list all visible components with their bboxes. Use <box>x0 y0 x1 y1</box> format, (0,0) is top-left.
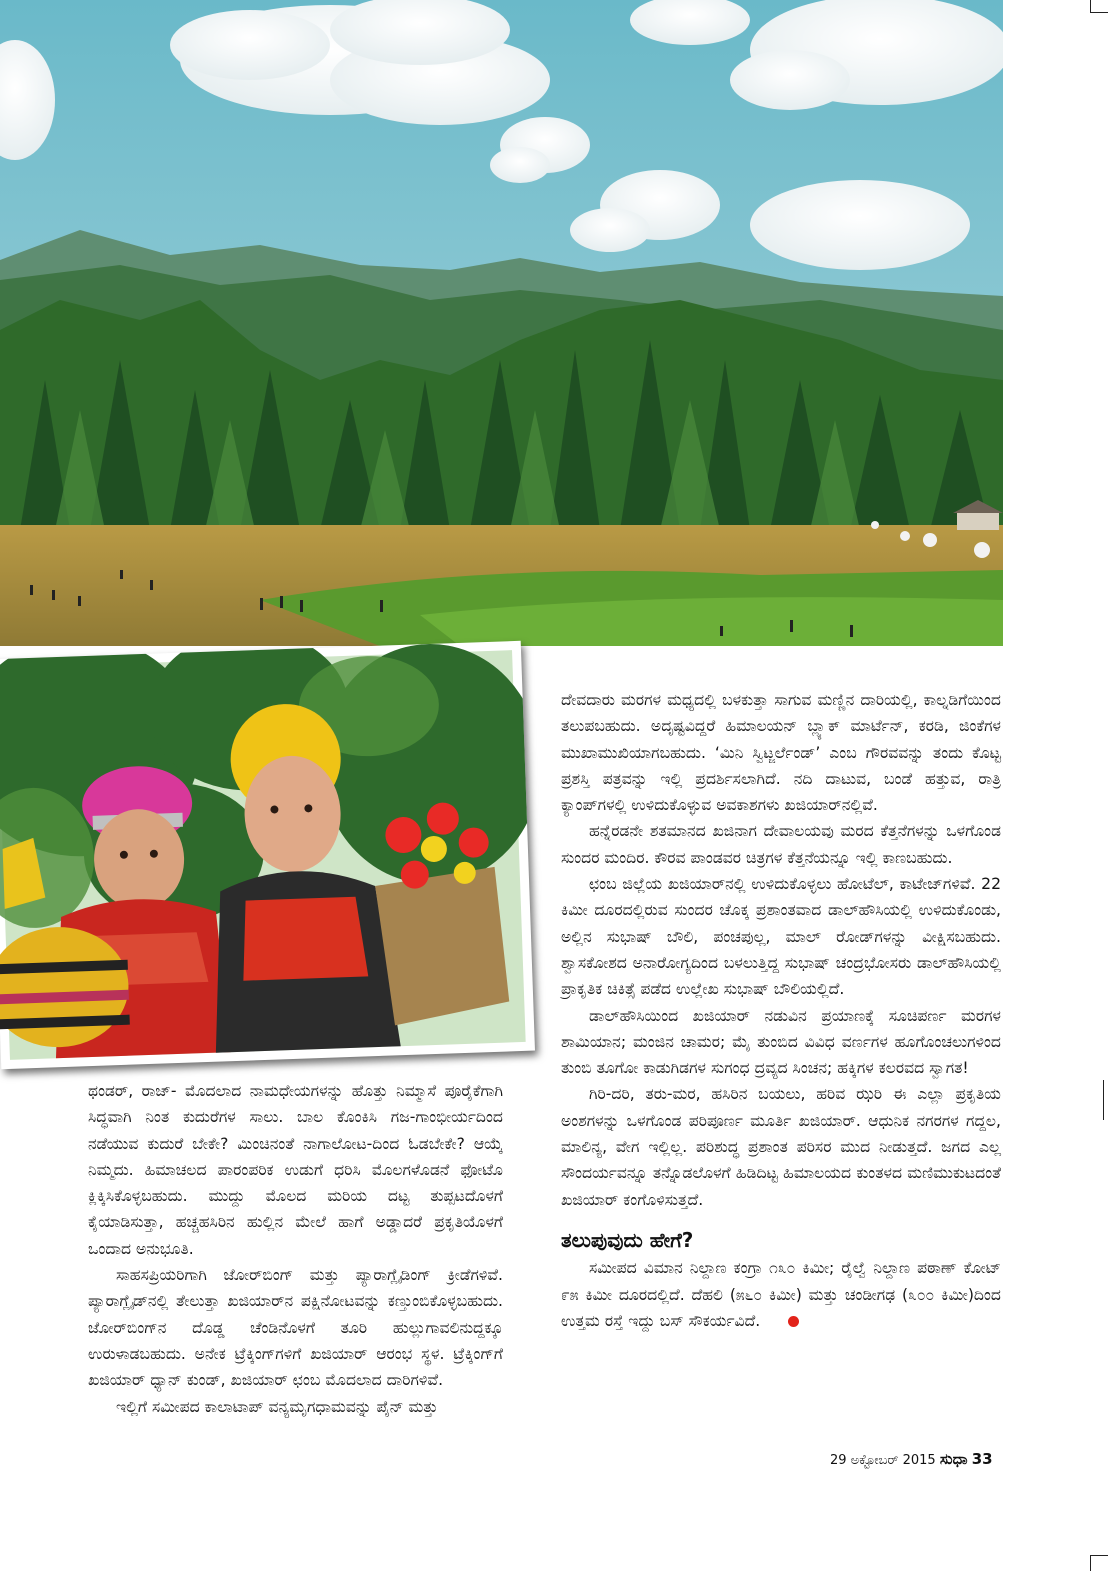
right-text-column <box>561 687 1001 1334</box>
paragraph: ಡಾಲ್‌ಹೌಸಿಯಿಂದ ಖಜಿಯಾರ್ ನಡುವಿನ ಪ್ರಯಾಣಕ್ಕೆ ಸೂಚಿಪರ್ಣ ಮರಗಳ ಶಾಮಿಯಾನ; ಮಂಜಿನ ಚಾಮರ; ಮೈ ತುಂಬಿದ ವಿವಿಧ ವರ್ಣಗಳ ಹೂಗೊಂಚಲುಗಳಿಂದ ತುಂಬಿ ತೂಗೋ ಕಾಡುಗಿಡಗಳ ಸುಗಂಧ ದ್ರವ್ಯದ ಸಿಂಚನ; ಹಕ್ಕಿಗಳ ಕಲರವದ ಸ್ವಾಗತ! <box>561 1006 1001 1078</box>
paragraph: ಥಂಡರ್, ರಾಜ್- ಮೊದಲಾದ ನಾಮಧೇಯಗಳನ್ನು ಹೊತ್ತು ನಿಮ್ಮಾಸೆ ಪೂರೈಕೆಗಾಗಿ ಸಿದ್ಧವಾಗಿ ನಿಂತ ಕುದುರೆಗಳ ಸಾಲು. ಬಾಲ ಕೊಂಕಿಸಿ ಗಜ-ಗಾಂಭೀರ್ಯದಿಂದ ನಡೆಯುವ ಕುದುರೆ ಬೇಕೇ? ಮಿಂಚಿನಂತೆ ನಾಗಾಲೋಟ-ದಿಂದ ಓಡಬೇಕೇ? ಆಯ್ಕೆ ನಿಮ್ಮದು. ಹಿಮಾಚಲದ ಪಾರಂಪರಿಕ ಉಡುಗೆ ಧರಿಸಿ ಮೊಲಗಳೊಡನೆ ಫೋಟೊ ಕ್ಲಿಕ್ಕಿಸಿಕೊಳ್ಳಬಹುದು. ಮುದ್ದು ಮೊಲದ ಮರಿಯ ದಟ್ಟ ತುಪ್ಪಟದೊಳಗೆ ಕೈಯಾಡಿಸುತ್ತಾ, ಹಚ್ಚಹಸಿರಿನ ಹುಲ್ಲಿನ ಮೇಲೆ ಹಾಗೆ ಅಡ್ಡಾದರೆ ಪ್ರಕೃತಿಯೊಳಗೆ ಒಂದಾದ ಅನುಭೂತಿ. <box>88 1082 503 1258</box>
hero-landscape-photo <box>0 0 1003 646</box>
girls-traditional-dress-photo <box>0 641 535 1069</box>
section-heading: ತಲುಪುವುದು ಹೇಗೆ? <box>561 1227 694 1252</box>
paragraph: ಹನ್ನೆರಡನೇ ಶತಮಾನದ ಖಜಿನಾಗ ದೇವಾಲಯವು ಮರದ ಕೆತ್ತನೆಗಳನ್ನು ಒಳಗೊಂಡ ಸುಂದರ ಮಂದಿರ. ಕೌರವ ಪಾಂಡವರ ಚಿತ್ರಗಳ ಕೆತ್ತನೆಯನ್ನೂ ಇಲ್ಲಿ ಕಾಣಬಹುದು. <box>561 822 1001 867</box>
paragraph-text: ಸಮೀಪದ ವಿಮಾನ ನಿಲ್ದಾಣ ಕಂಗ್ರಾ ೧೩೦ ಕಿಮೀ; ರೈಲ್ವೆ ನಿಲ್ದಾಣ ಪಠಾಣ್ ಕೋಟ್ ೯೫ ಕಿಮೀ ದೂರದಲ್ಲಿದೆ. ದೆಹಲಿ (೫೬೦ ಕಿಮೀ) ಮತ್ತು ಚಂಡೀಗಢ (೩೦೦ ಕಿಮೀ)ದಿಂದ ಉತ್ತಮ ರಸ್ತೆ ಇದ್ದು ಬಸ್ ಸೌಕರ್ಯವಿದೆ. <box>561 1259 1001 1330</box>
paragraph: ಛಂಬ ಜಿಲ್ಲೆಯ ಖಜಿಯಾರ್‌ನಲ್ಲಿ ಉಳಿದುಕೊಳ್ಳಲು ಹೋಟೆಲ್, ಕಾಟೇಜ್‌ಗಳಿವೆ. 22 ಕಿಮೀ ದೂರದಲ್ಲಿರುವ ಸುಂದರ ಚೊಕ್ಕ ಪ್ರಶಾಂತವಾದ ಡಾಲ್‌ಹೌಸಿಯಲ್ಲಿ ಉಳಿದುಕೊಂಡು, ಅಲ್ಲಿನ ಸುಭಾಷ್ ಬೌಲಿ, ಪಂಚಪುಲ್ಲ, ಮಾಲ್ ರೋಡ್‌ಗಳನ್ನು ವೀಕ್ಷಿಸಬಹುದು. ಶ್ವಾಸಕೋಶದ ಅನಾರೋಗ್ಯದಿಂದ ಬಳಲುತ್ತಿದ್ದ ಸುಭಾಷ್ ಚಂದ್ರಭೋಸರು ಡಾಲ್‌ಹೌಸಿಯಲ್ಲಿ ಪ್ರಾಕೃತಿಕ ಚಿಕಿತ್ಸೆ ಪಡೆದ ಉಲ್ಲೇಖ ಸುಭಾಷ್ ಬೌಲಿಯಲ್ಲಿದೆ. <box>561 875 1001 999</box>
magazine-name: ಸುಧಾ <box>939 1450 968 1468</box>
paragraph: ಗಿರಿ-ದರಿ, ತರು-ಮರ, ಹಸಿರಿನ ಬಯಲು, ಹರಿವ ಝರಿ ಈ ಎಲ್ಲಾ ಪ್ರಕೃತಿಯ ಅಂಶಗಳನ್ನು ಒಳಗೊಂಡ ಪರಿಪೂರ್ಣ ಮೂರ್ತಿ ಖಜಿಯಾರ್. ಆಧುನಿಕ ನಗರಗಳ ಗದ್ದಲ, ಮಾಲಿನ್ಯ, ವೇಗ ಇಲ್ಲಿಲ್ಲ. ಪರಿಶುದ್ಧ ಪ್ರಶಾಂತ ಪರಿಸರ ಮುದ ನೀಡುತ್ತದೆ. ಜಗದ ಎಲ್ಲ ಸೌಂದರ್ಯವನ್ನೂ ತನ್ನೊಡಲೊಳಗೆ ಹಿಡಿದಿಟ್ಟ ಹಿಮಾಲಯದ ಕುಂತಳದ ಮಣಿಮುಕುಟದಂತೆ ಖಜಿಯಾರ್ ಕಂಗೊಳಿಸುತ್ತದೆ. <box>561 1085 1001 1209</box>
crop-mark <box>1090 12 1108 13</box>
page-number: 33 <box>971 1450 993 1468</box>
crop-mark <box>1090 0 1091 12</box>
crop-mark <box>1103 1080 1104 1120</box>
end-of-article-dot-icon <box>788 1316 799 1327</box>
issue-date: 29 ಅಕ್ಟೋಬರ್ 2015 <box>830 1453 936 1468</box>
crop-mark <box>1090 1555 1091 1571</box>
page-footer <box>830 1450 993 1468</box>
crop-mark <box>1090 1555 1108 1556</box>
paragraph: ಇಲ್ಲಿಗೆ ಸಮೀಪದ ಕಾಲಾಟಾಪ್ ವನ್ಯಮೃಗಧಾಮವನ್ನು ಪೈನ್ ಮತ್ತು <box>116 1397 438 1416</box>
paragraph <box>561 1255 1001 1334</box>
left-text-column <box>88 1078 503 1420</box>
paragraph: ಸಾಹಸಪ್ರಿಯರಿಗಾಗಿ ಜೋರ್‌ಬಿಂಗ್ ಮತ್ತು ಪ್ಯಾರಾಗ್ಲೈಡಿಂಗ್ ಕ್ರೀಡೆಗಳಿವೆ. ಪ್ಯಾರಾಗ್ಲೈಡ್‌ನಲ್ಲಿ ತೇಲುತ್ತಾ ಖಜಿಯಾರ್‌ನ ಪಕ್ಷಿನೋಟವನ್ನು ಕಣ್ತುಂಬಿಕೊಳ್ಳಬಹುದು. ಜೋರ್‌ಬಿಂಗ್‌ನ ದೊಡ್ಡ ಚೆಂಡಿನೊಳಗೆ ತೂರಿ ಹುಲ್ಲುಗಾವಲಿನುದ್ದಕ್ಕೂ ಉರುಳಾಡಬಹುದು. ಅನೇಕ ಟ್ರೆಕ್ಕಿಂಗ್‌ಗಳಿಗೆ ಖಜಿಯಾರ್ ಆರಂಭ ಸ್ಥಳ. ಟ್ರೆಕ್ಕಿಂಗ್‌ಗೆ ಖಜಿಯಾರ್ ಧ್ಯಾನ್ ಕುಂಡ್, ಖಜಿಯಾರ್ ಛಂಬ ಮೊದಲಾದ ದಾರಿಗಳಿವೆ. <box>88 1266 503 1390</box>
paragraph: ದೇವದಾರು ಮರಗಳ ಮಧ್ಯದಲ್ಲಿ ಬಳಕುತ್ತಾ ಸಾಗುವ ಮಣ್ಣಿನ ದಾರಿಯಲ್ಲಿ, ಕಾಲ್ನಡಿಗೆಯಿಂದ ತಲುಪಬಹುದು. ಅದೃಷ್ಟವಿದ್ದರೆ ಹಿಮಾಲಯನ್ ಬ್ಲ್ಯಾಕ್ ಮಾರ್ಟೆನ್, ಕರಡಿ, ಜಿಂಕೆಗಳ ಮುಖಾಮುಖಿಯಾಗಬಹುದು. ‘ಮಿನಿ ಸ್ವಿಟ್ಜರ್ಲೆಂಡ್’ ಎಂಬ ಗೌರವವನ್ನು ತಂದು ಕೊಟ್ಟ ಪ್ರಶಸ್ತಿ ಪತ್ರವನ್ನು ಇಲ್ಲಿ ಪ್ರದರ್ಶಿಸಲಾಗಿದೆ. ನದಿ ದಾಟುವ, ಬಂಡೆ ಹತ್ತುವ, ರಾತ್ರಿ ಕ್ಯಾಂಪ್‌ಗಳಲ್ಲಿ ಉಳಿದುಕೊಳ್ಳುವ ಅವಕಾಶಗಳು ಖಜಿಯಾರ್‌ನಲ್ಲಿವೆ. <box>561 691 1001 815</box>
